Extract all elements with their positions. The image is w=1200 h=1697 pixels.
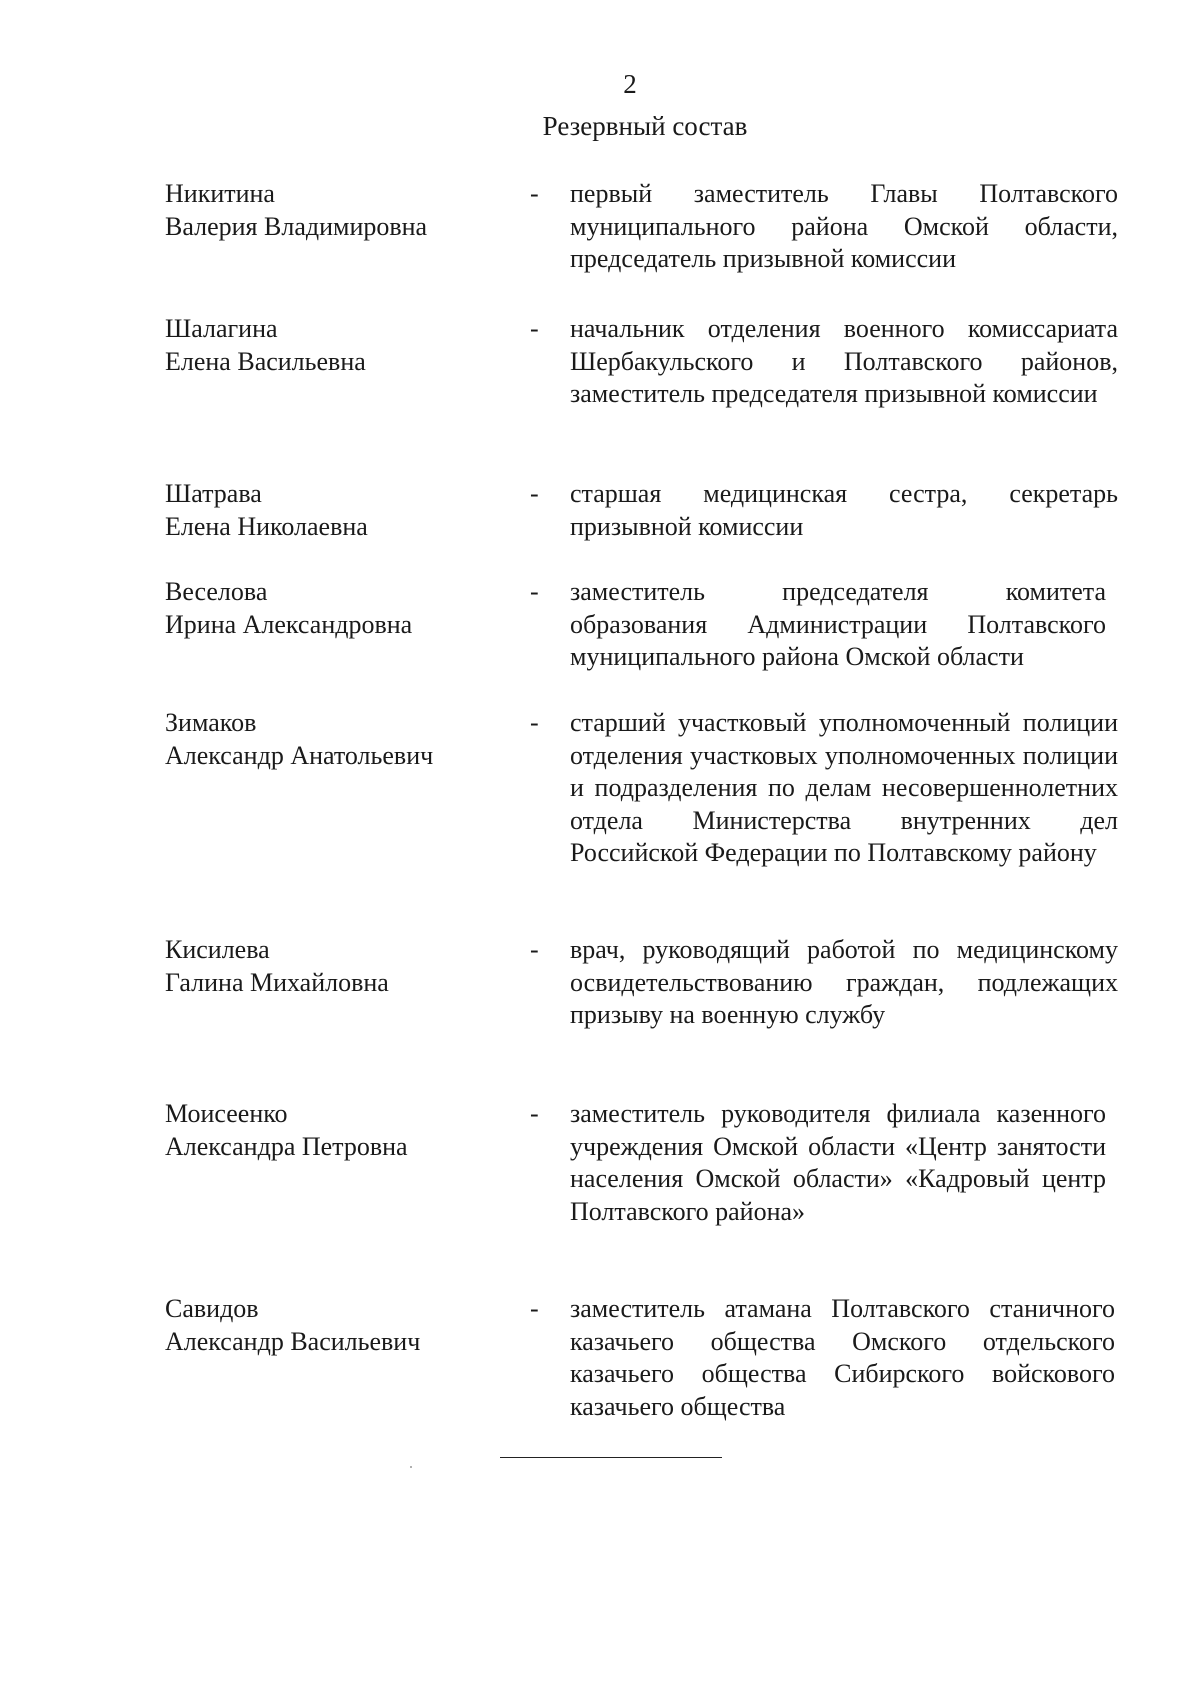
member-name: [165, 1293, 525, 1358]
page-number: 2: [623, 69, 637, 99]
member-surname: Зимаков: [165, 708, 257, 737]
member-given-names: Елена Николаевна: [165, 511, 368, 541]
member-surname: Савидов: [165, 1294, 259, 1323]
member-given-names: Александр Анатольевич: [165, 740, 434, 770]
member-given-names: Ирина Александровна: [165, 609, 413, 639]
member-surname: Никитина: [165, 179, 275, 208]
member-surname: Кисилева: [165, 935, 270, 964]
member-name: [165, 478, 525, 543]
member-position: старший участковый уполномоченный полиции отделения участковых уполномоченных полиции и подразделения по делам несовершеннолетних отдела Министерства внутренних дел Российской Федерации по Полтавскому району: [570, 708, 1118, 868]
end-rule: [500, 1457, 722, 1458]
member-position: врач, руководящий работой по медицинскому освидетельствованию граждан, подлежащих призыву на военную службу: [570, 935, 1118, 1030]
member-given-names: Александр Васильевич: [165, 1326, 421, 1356]
entry-dash: -: [530, 314, 539, 343]
entry-dash: -: [530, 1099, 539, 1128]
member-surname: Шатрава: [165, 479, 262, 508]
entry-dash: -: [530, 479, 539, 508]
member-name: [165, 1098, 525, 1163]
member-name: [165, 313, 525, 378]
member-surname: Моисеенко: [165, 1099, 288, 1128]
member-name: [165, 178, 525, 243]
member-position: заместитель атамана Полтавского станичного казачьего общества Омского отдельского казачьего общества Сибирского войскового казачьего общества: [570, 1294, 1115, 1421]
entry-dash: -: [530, 179, 539, 208]
member-name: [165, 707, 525, 772]
member-given-names: Валерия Владимировна: [165, 211, 428, 241]
member-position: первый заместитель Главы Полтавского муниципального района Омской области, председатель призывной комиссии: [570, 179, 1118, 274]
member-surname: Веселова: [165, 577, 268, 606]
member-position: заместитель председателя комитета образования Администрации Полтавского муниципального района Омской области: [570, 577, 1106, 672]
section-title: Резервный состав: [542, 111, 748, 141]
scan-speck: [410, 1466, 412, 1468]
member-name: [165, 576, 525, 641]
member-position: начальник отделения военного комиссариата Шербакульского и Полтавского районов, заместитель председателя призывной комиссии: [570, 314, 1118, 409]
entry-dash: -: [530, 708, 539, 737]
entry-dash: -: [530, 935, 539, 964]
member-surname: Шалагина: [165, 314, 278, 343]
member-position: заместитель руководителя филиала казенного учреждения Омской области «Центр занятости населения Омской области» «Кадровый центр Полтавского района»: [570, 1099, 1106, 1226]
member-position: старшая медицинская сестра, секретарь призывной комиссии: [570, 479, 1118, 541]
member-given-names: Александра Петровна: [165, 1131, 408, 1161]
member-given-names: Галина Михайловна: [165, 967, 389, 997]
entry-dash: -: [530, 577, 539, 606]
member-name: [165, 934, 525, 999]
member-given-names: Елена Васильевна: [165, 346, 366, 376]
entry-dash: -: [530, 1294, 539, 1323]
